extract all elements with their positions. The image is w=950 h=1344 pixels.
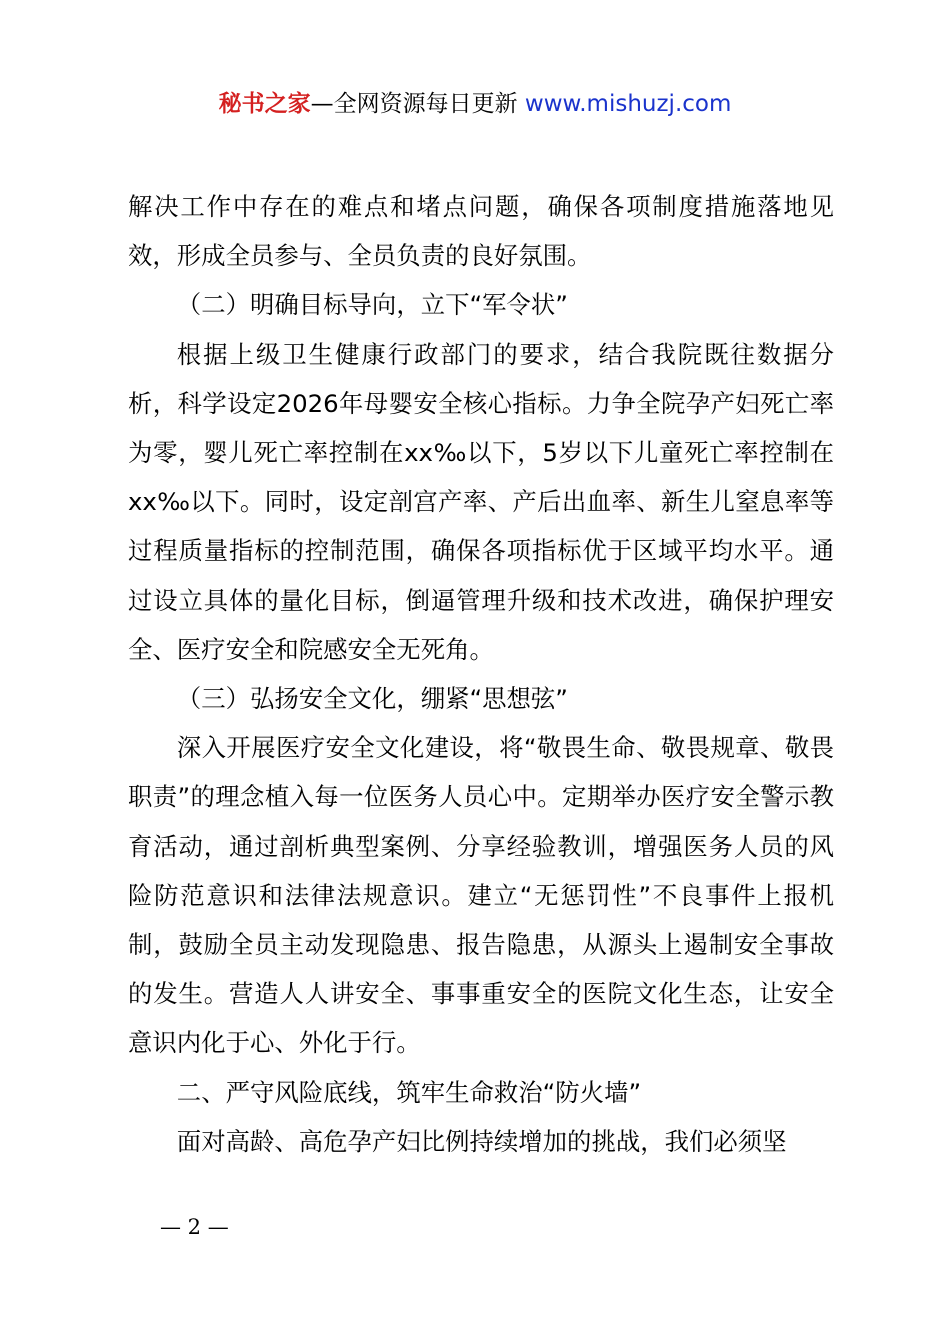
paragraph-safety-culture: 深入开展医疗安全文化建设，将“敬畏生命、敬畏规章、敬畏职责”的理念植入每一位医务人员心中。定期举办医疗安全警示教育活动，通过剖析典型案例、分享经验教训，增强医务人员的风险防范意识和法律法规意识。建立“无惩罚性”不良事件上报机制，鼓励全员主动发现隐患、报告隐患，从源头上遏制安全事故的发生。营造人人讲安全、事事重安全的医院文化生态，让安全意识内化于心、外化于行。	[128, 733, 834, 1058]
document-body	[128, 182, 834, 1166]
page-header	[0, 86, 950, 122]
paragraph-continuation: 解决工作中存在的难点和堵点问题，确保各项制度措施落地见效，形成全员参与、全员负责的良好氛围。	[128, 192, 834, 271]
site-url[interactable]: www.mishuzj.com	[524, 91, 732, 117]
brand-name: 秘书之家	[218, 91, 311, 117]
section-heading-2: （二）明确目标导向，立下“军令状”	[176, 290, 568, 320]
paragraph-risk-intro: 面对高龄、高危孕产妇比例持续增加的挑战，我们必须坚	[176, 1126, 787, 1156]
paragraph-targets: 根据上级卫生健康行政部门的要求，结合我院既往数据分析，科学设定2026年母婴安全核心指标。力争全院孕产妇死亡率为零，婴儿死亡率控制在xx‰以下，5岁以下儿童死亡率控制在xx‰以下。同时，设定剖宫产率、产后出血率、新生儿窒息率等过程质量指标的控制范围，确保各项指标优于区域平均水平。通过设立具体的量化目标，倒逼管理升级和技术改进，确保护理安全、医疗安全和院感安全无死角。	[128, 339, 834, 664]
chapter-heading-2: 二、严守风险底线，筑牢生命救治“防火墙”	[176, 1077, 642, 1107]
header-tagline: —全网资源每日更新	[310, 91, 525, 117]
section-heading-3: （三）弘扬安全文化，绷紧“思想弦”	[176, 684, 568, 714]
page-number: — 2 —	[160, 1215, 229, 1239]
